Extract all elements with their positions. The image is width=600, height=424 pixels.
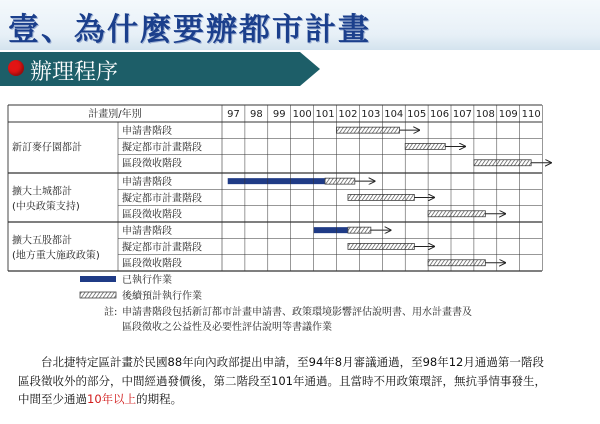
paragraph-ending: 的期程。 [136,392,183,406]
year-header: 103 [361,109,381,120]
stage-label: 擬定都市計畫階段 [122,242,202,254]
year-header: 108 [475,109,495,120]
stage-label: 區段徵收階段 [122,209,182,221]
year-header: 98 [249,109,263,120]
group-name: 擴大五股都計 [12,235,72,247]
executed-bar [228,178,325,184]
year-header: 109 [498,109,518,120]
legend-label: 後續預計執行作業 [122,291,202,302]
description-paragraph [18,353,548,409]
note-text: 區段徵收之公益性及必要性評估說明等書議作業 [122,322,332,333]
stage-label: 申請書階段 [122,177,172,188]
stage-label: 申請書階段 [122,126,172,137]
planned-bar [325,178,355,184]
planned-bar [348,194,414,200]
corner-header: 計畫別/年別 [88,109,142,120]
page-title: 壹、為什麼要辦都市計畫 [8,12,371,48]
legend-executed-swatch [80,276,116,282]
planned-bar [428,211,485,217]
note-text: 申請書階段包括新訂都市計畫申請書、政策環境影響評估說明書、用水計畫書及 [122,307,472,318]
note-label: 註: [104,307,118,318]
planned-bar [474,160,531,166]
stage-label: 擬定都市計畫階段 [122,193,202,205]
group-name: 新訂麥仔園都計 [12,142,82,154]
year-header: 105 [407,109,427,120]
year-header: 97 [227,109,240,120]
group-note: (地方重大施政政策) [12,250,100,262]
group-note: (中央政策支持) [12,201,80,213]
planned-bar [348,243,414,249]
stage-label: 申請書階段 [122,226,172,237]
section-title: 辦理程序 [30,60,119,85]
legend-planned-swatch [80,292,116,298]
stage-label: 擬定都市計畫階段 [122,142,202,154]
stage-label: 區段徵收階段 [122,258,182,270]
year-header: 104 [384,109,404,120]
year-header: 107 [452,109,472,120]
year-header: 101 [315,109,335,120]
year-header: 99 [272,109,286,120]
year-header: 110 [521,109,541,120]
year-header: 102 [338,109,358,120]
paragraph-text: 台北捷特定區計畫於民國88年向內政部提出申請，至94年8月審議通過，至98年12月通過第一階段區段徵收外的部分，中間經過發價後，第二階段至101年通過。且當時不用政策環評，無抗爭情事發生，中間至少通過 [18,355,546,406]
group-name: 擴大土城都計 [12,186,72,198]
planned-bar [337,127,400,133]
planned-bar [428,260,485,266]
highlighted-duration: 10年以上 [87,392,137,406]
stage-label: 區段徵收階段 [122,158,182,170]
year-header: 100 [292,109,312,120]
year-header: 106 [430,109,450,120]
planned-bar [405,143,445,149]
executed-bar [314,227,348,233]
legend-label: 已執行作業 [122,275,172,286]
